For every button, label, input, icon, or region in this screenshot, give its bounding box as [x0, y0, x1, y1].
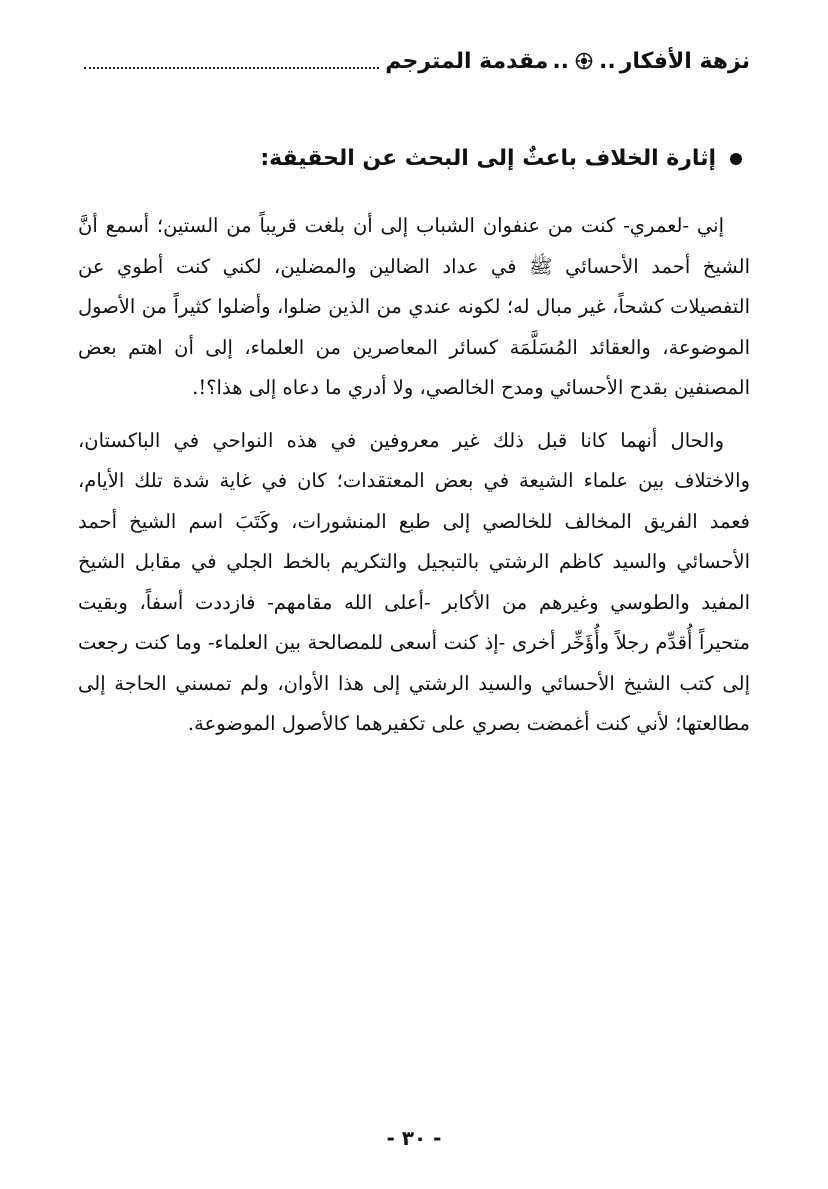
book-title: نزهة الأفكار [619, 48, 750, 74]
paragraph: والحال أنهما كانا قبل ذلك غير معروفين في هذه النواحي في الباكستان، والاختلاف بين علماء الشيعة في بعض المعتقدات؛ كان في غاية شدة تلك الأيام، فعمد الفريق المخالف للخالصي إلى طبع المنشورات، وكَتَبَ اسم الشيخ أحمد الأحسائي والسيد كاظم الرشتي بالتبجيل والتكريم بالخط الجلي في مقابل الشيخ المفيد والطوسي وغيرهم من الأكابر -أعلى الله مقامهم- فازددت أسفاً، وبقيت متحيراً أُقدِّم رجلاً وأُؤَخِّر أخرى -إذ كنت أسعى للمصالحة بين العلماء- وما كنت رجعت إلى كتب الشيخ الأحسائي والسيد الرشتي إلى هذا الأوان، ولم تمسني الحاجة إلى مطالعتها؛ لأني كنت أغمضت بصري على تكفيرهما كالأصول الموضوعة. [78, 428, 750, 735]
body-text [78, 206, 750, 757]
paragraph: إني -لعمري- كنت من عنفوان الشباب إلى أن بلغت قريباً من الستين؛ أسمع أنَّ الشيخ أحمد الأحسائي ﷺ في عداد الضالين والمضلين، لكني كنت أطوي عن التفصيلات كشحاً، غير مبال له؛ لكونه عندي من الذين ضلوا، وأضلوا كثيراً من الأصول الموضوعة، والعقائد المُسَلَّمَة كسائر المعاصرين من العلماء، إلى أن اهتم بعض المصنفين بقدح الأحسائي ومدح الخالصي، ولا أدري ما دعاه إلى هذا؟!. [78, 214, 750, 399]
page-number: - ٣٠ - [386, 1126, 442, 1150]
section-title: مقدمة المترجم [385, 48, 549, 74]
header-dotted-rule [84, 53, 379, 69]
bullet-dot-icon [730, 153, 742, 165]
header-title-group: نزهة الأفكار .. .. مقدمة المترجم [385, 48, 750, 74]
section-heading-text: إثارة الخلاف باعثٌ إلى البحث عن الحقيقة: [260, 146, 716, 171]
section-heading [78, 146, 750, 171]
ornament-flower-icon [575, 52, 593, 70]
running-header [78, 44, 750, 78]
